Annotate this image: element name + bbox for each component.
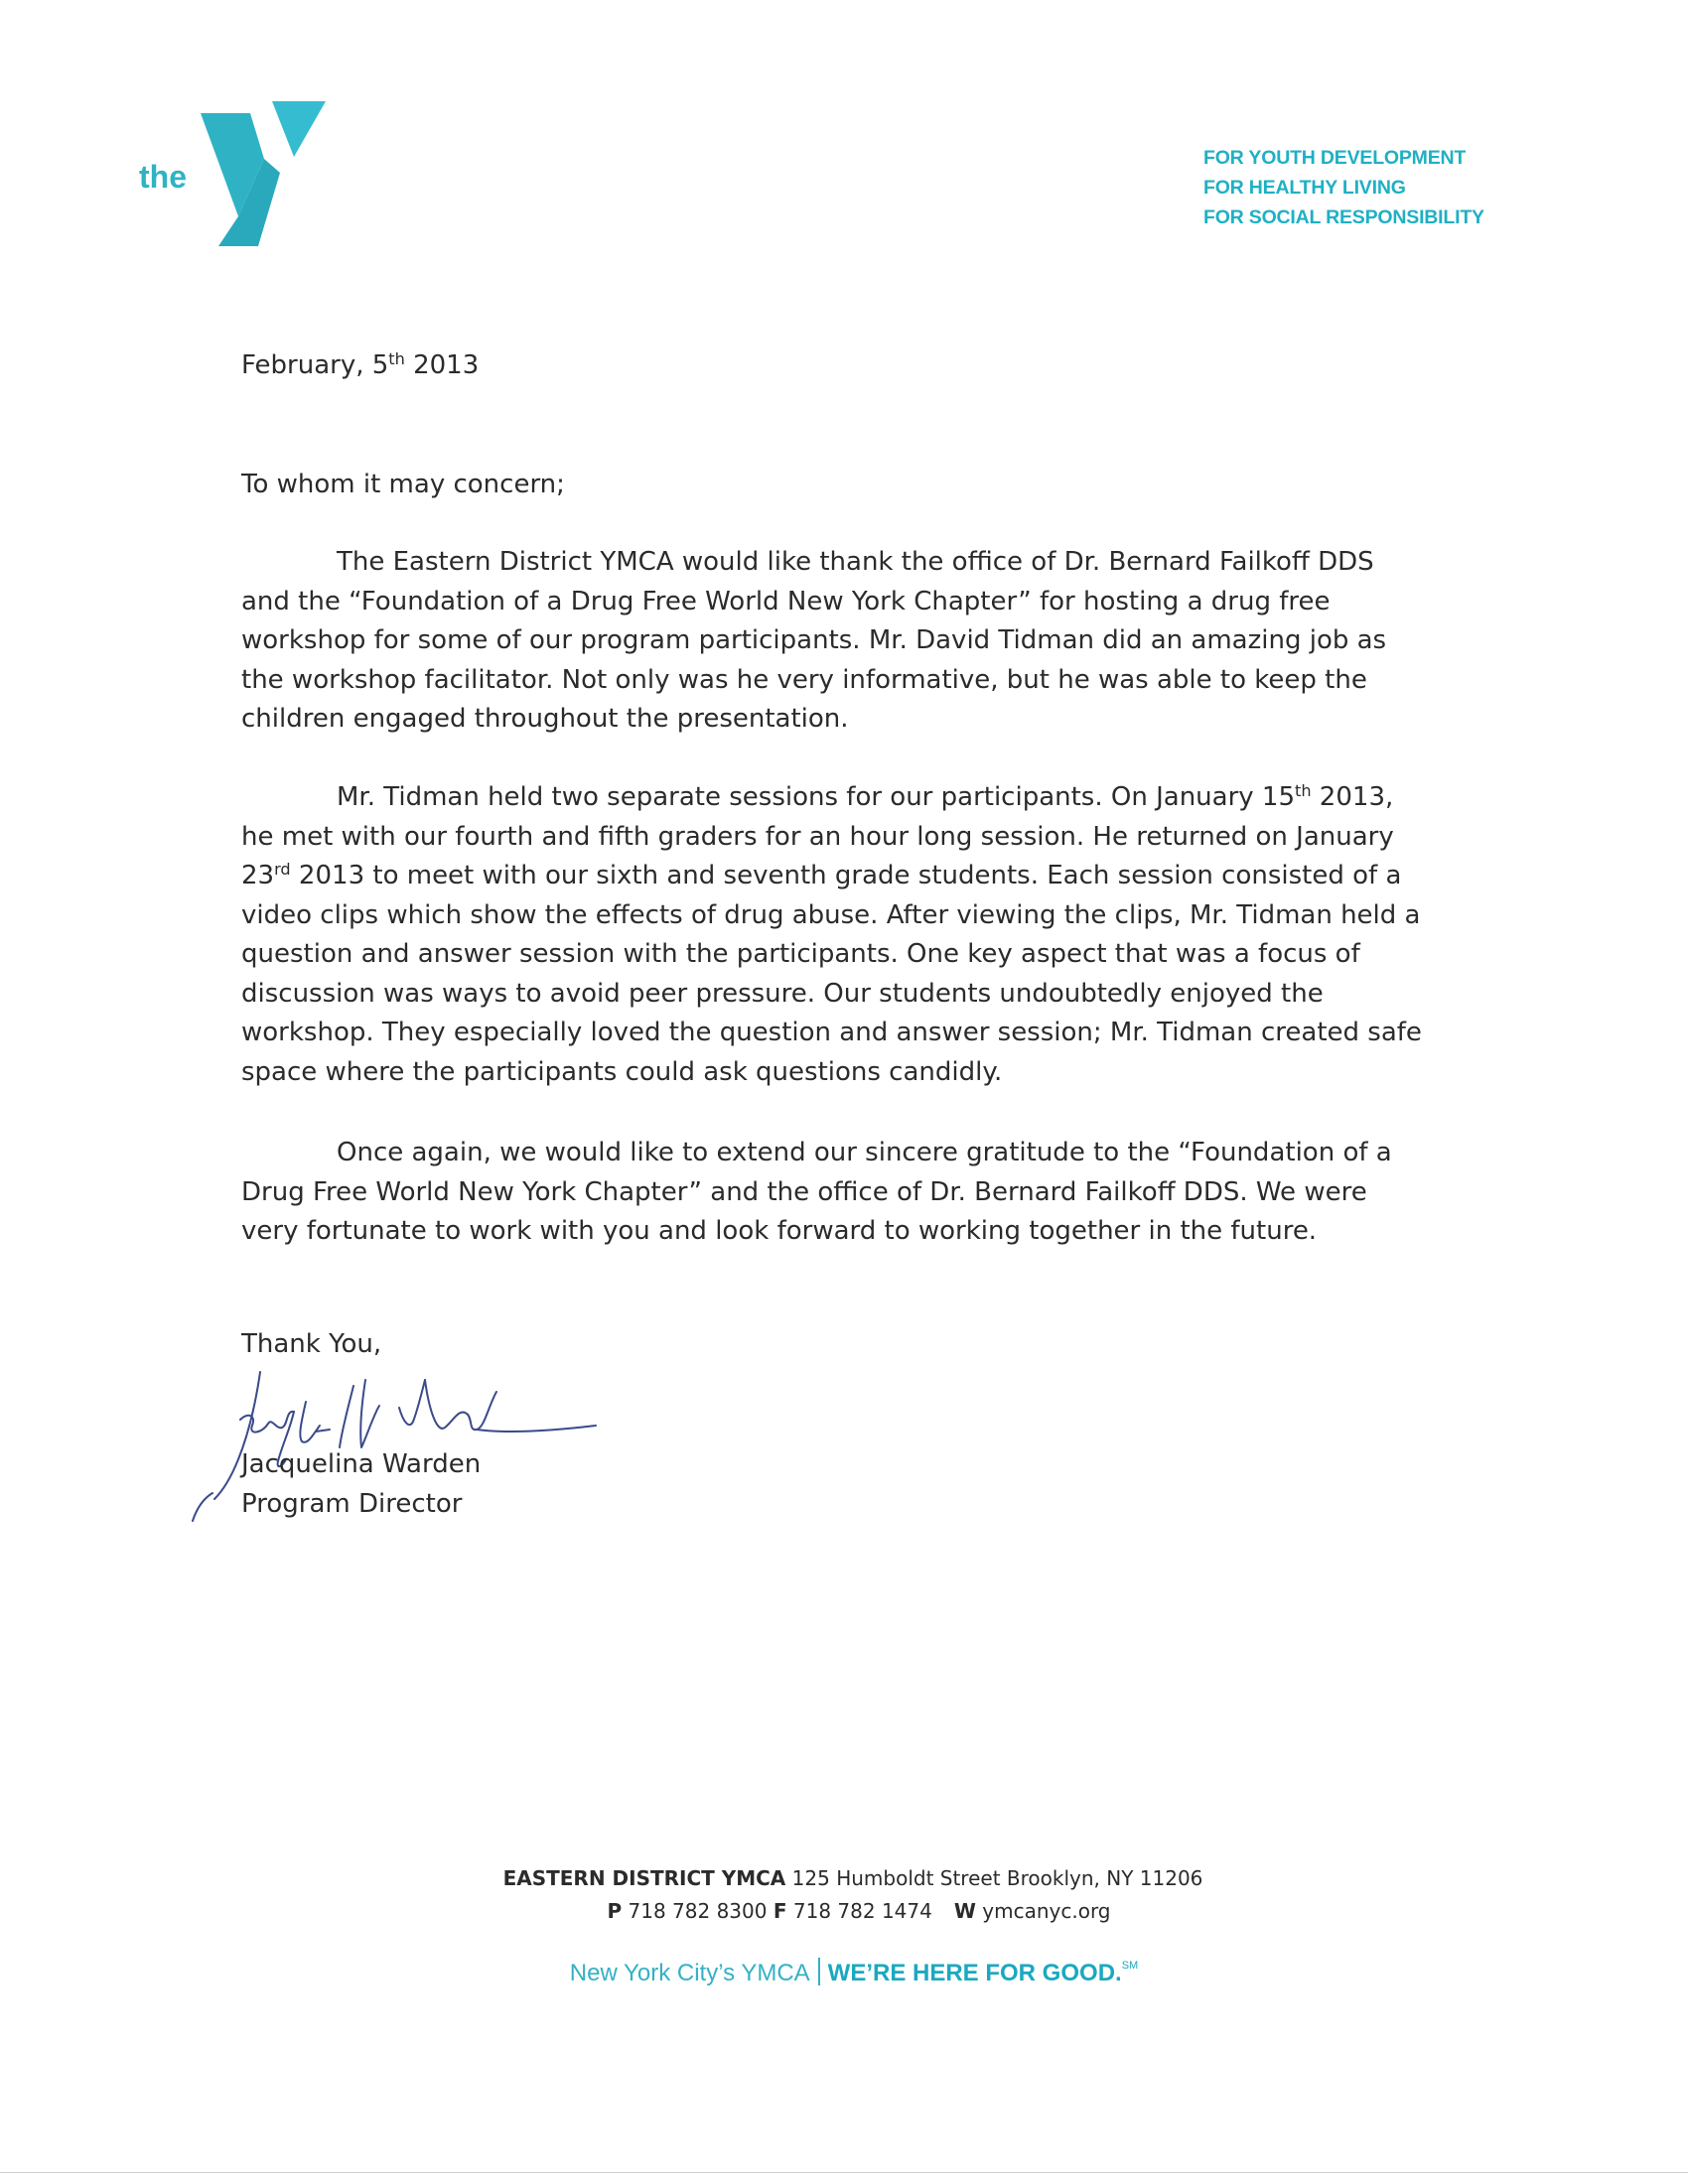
date-day: February, 5 [241,350,389,380]
letter-date [241,350,479,380]
line-text: 2013, [1311,782,1394,812]
ymca-logo [137,99,326,258]
footer-address-line [0,1866,1688,1890]
line-text: 2013 to meet with our sixth and seventh grade students. Each session consisted of a [290,861,1402,890]
paragraph-line: the workshop facilitator. Not only was he very informative, but he was able to keep the [241,664,1367,695]
logo-the-text: the [139,159,187,195]
fax-label: F [773,1899,787,1923]
footer-web: ymcanyc.org [982,1899,1111,1923]
paragraph-line: very fortunate to work with you and look forward to working together in the future. [241,1216,1318,1246]
ordinal-suffix: th [1295,781,1312,801]
paragraph-1 [241,543,1473,740]
paragraph-line: workshop. They especially loved the question and answer session; Mr. Tidman created safe [241,1018,1422,1047]
footer-slogan [0,1958,1688,1987]
signer-name: Jacquelina Warden [241,1449,482,1479]
tagline-line-1: FOR YOUTH DEVELOPMENT [1203,147,1467,169]
tagline-line-3: FOR SOCIAL RESPONSIBILITY [1203,206,1484,228]
paragraph-3 [241,1134,1473,1252]
paragraph-line: video clips which show the effects of drug abuse. After viewing the clips, Mr. Tidman held a [241,899,1421,930]
tagline [1203,143,1484,232]
ordinal-suffix: rd [274,860,291,880]
line-text: 23 [241,861,275,890]
date-year: 2013 [404,350,480,380]
footer-phone: 718 782 8300 [628,1899,768,1923]
paragraph-line: and the “Foundation of a Drug Free World New York Chapter” for hosting a drug free [241,586,1331,616]
tagline-line-2: FOR HEALTHY LIVING [1203,177,1406,199]
paragraph-line: workshop for some of our program participants. Mr. David Tidman did an amazing job as [241,625,1387,655]
paragraph-line: children engaged throughout the presentation. [241,704,849,734]
paragraph-2 [241,778,1473,1092]
date-ordinal: th [388,349,405,369]
paragraph-line: question and answer session with the participants. One key aspect that was a focus of [241,939,1360,969]
signer-title: Program Director [241,1489,463,1519]
footer-contact-line [0,1899,1688,1923]
footer-org: EASTERN DISTRICT YMCA [502,1866,786,1890]
slogan-part-2: WE’RE HERE FOR GOOD. [827,1960,1122,1986]
footer-address: 125 Humboldt Street Brooklyn, NY 11206 [791,1866,1203,1890]
line-text: Mr. Tidman held two separate sessions for our participants. On January 15 [337,782,1296,812]
paragraph-line: Drug Free World New York Chapter” and the office of Dr. Bernard Failkoff DDS. We were [241,1176,1367,1207]
slogan-part-1: New York City’s YMCA [569,1960,810,1986]
phone-label: P [607,1899,623,1923]
paragraph-line: discussion was ways to avoid peer pressure. Our students undoubtedly enjoyed the [241,978,1324,1009]
salutation: To whom it may concern; [241,470,565,499]
paragraph-line [241,857,1473,896]
paragraph-line: The Eastern District YMCA would like thank the office of Dr. Bernard Failkoff DDS [337,547,1374,577]
footer-fax: 718 782 1474 [792,1899,932,1923]
bottom-edge-line [0,2172,1688,2173]
slogan-service-mark: SM [1121,1960,1139,1972]
ymca-y-mark-icon [199,99,328,248]
closing: Thank You, [241,1329,382,1359]
paragraph-line: he met with our fourth and fifth graders for an hour long session. He returned on January [241,821,1394,852]
paragraph-line: Once again, we would like to extend our sincere gratitude to the “Foundation of a [337,1138,1392,1167]
web-label: W [953,1899,976,1923]
slogan-divider [818,1958,820,1985]
paragraph-line [241,778,1473,818]
paragraph-line: space where the participants could ask questions candidly. [241,1056,1003,1087]
